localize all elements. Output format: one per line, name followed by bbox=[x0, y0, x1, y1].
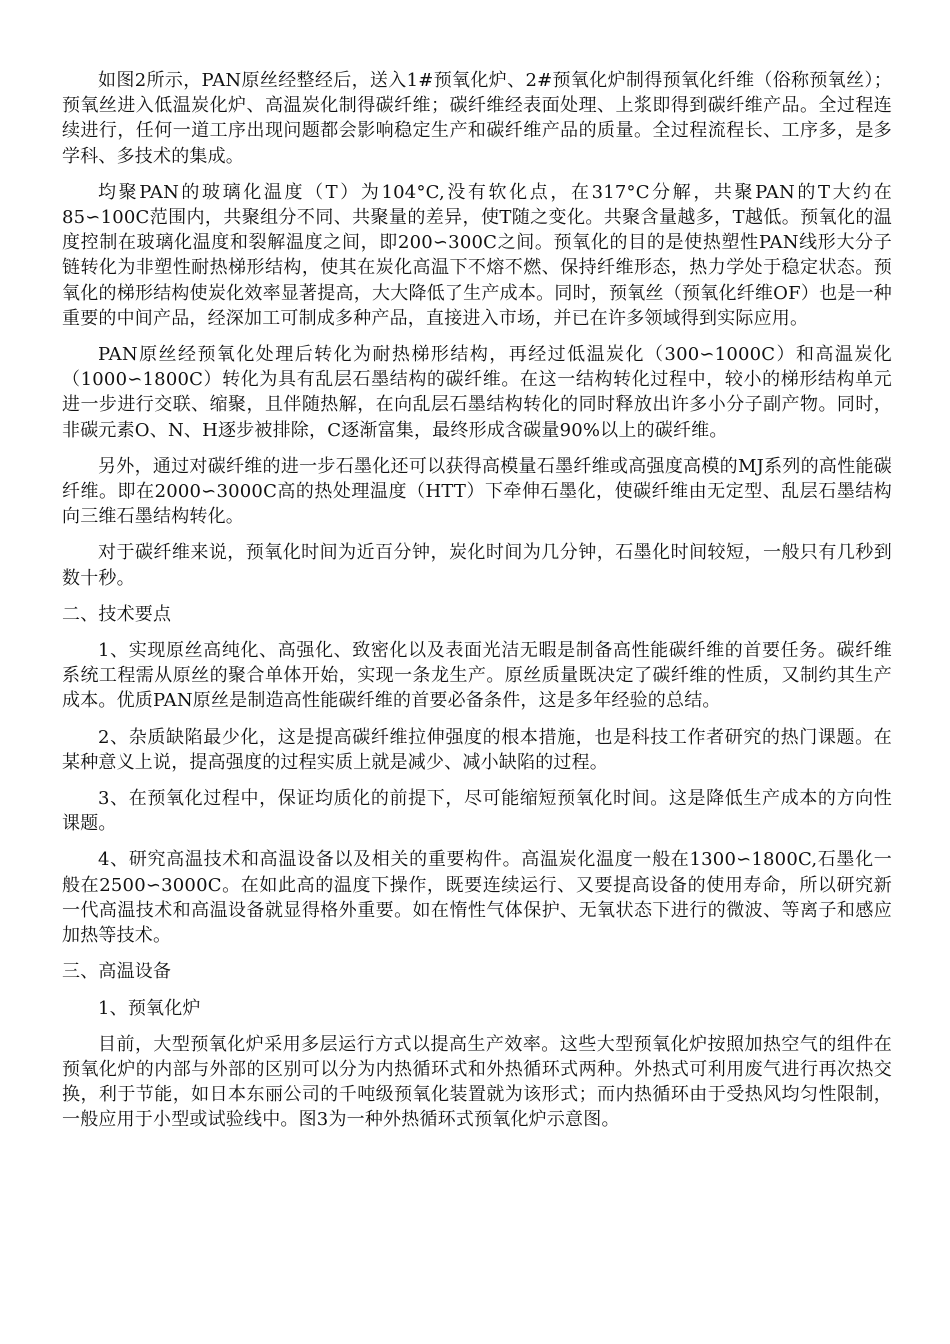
technical-point-3: 3、在预氧化过程中，保证均质化的前提下，尽可能缩短预氧化时间。这是降低生产成本的方向性课题。 bbox=[62, 788, 892, 835]
paragraph-process-times: 对于碳纤维来说，预氧化时间为近百分钟，炭化时间为几分钟，石墨化时间较短，一般只有几秒到数十秒。 bbox=[62, 542, 892, 589]
paragraph-process-overview: 如图2所示，PAN原丝经整经后，送入1#预氧化炉、2#预氧化炉制得预氧化纤维（俗称预氧丝）；预氧丝进入低温炭化炉、高温炭化制得碳纤维；碳纤维经表面处理、上浆即得到碳纤维产品。全过程连续进行，任何一道工序出现问题都会影响稳定生产和碳纤维产品的质量。全过程流程长、工序多，是多学科、多技术的集成。 bbox=[62, 70, 892, 167]
paragraph-carbonization: PAN原丝经预氧化处理后转化为耐热梯形结构，再经过低温炭化（300∽1000C）和高温炭化（1000∽1800C）转化为具有乱层石墨结构的碳纤维。在这一结构转化过程中，较小的梯形结构单元进一步进行交联、缩聚，且伴随热解，在向乱层石墨结构转化的同时释放出许多小分子副产物。同时，非碳元素O、N、H逐步被排除，C逐渐富集，最终形成含碳量90%以上的碳纤维。 bbox=[62, 344, 892, 441]
technical-point-2: 2、杂质缺陷最少化，这是提高碳纤维拉伸强度的根本措施，也是科技工作者研究的热门课题。在某种意义上说，提高强度的过程实质上就是减少、减小缺陷的过程。 bbox=[62, 726, 892, 773]
technical-point-4: 4、研究高温技术和高温设备以及相关的重要构件。高温炭化温度一般在1300∽1800C,石墨化一般在2500∽3000C。在如此高的温度下操作，既要连续运行、又要提高设备的使用寿命，所以研究新一代高温技术和高温设备就显得格外重要。如在惰性气体保护、无氧状态下进行的微波、等离子和感应加热等技术。 bbox=[62, 849, 892, 947]
section-heading-high-temp-equipment: 三、高温设备 bbox=[62, 961, 172, 983]
section-heading-technical-points: 二、技术要点 bbox=[62, 603, 172, 625]
paragraph-glass-transition: 均聚PAN的玻璃化温度（T）为104°C,没有软化点，在317°C分解，共聚PAN的T大约在85∽100C范围内，共聚组分不同、共聚量的差异，使T随之变化。共聚含量越多，T越低。预氧化的温度控制在玻璃化温度和裂解温度之间，即200∽300C之间。预氧化的目的是使热塑性PAN线形大分子链转化为非塑性耐热梯形结构，使其在炭化高温下不熔不燃、保持纤维形态，热力学处于稳定状态。预氧化的梯形结构使炭化效率显著提高，大大降低了生产成本。同时，预氧丝（预氧化纤维OF）也是一种重要的中间产品，经深加工可制成多种产品，直接进入市场，并已在许多领域得到实际应用。 bbox=[62, 181, 892, 329]
document-page bbox=[62, 68, 892, 1144]
subsection-heading-pre-oxidation-furnace: 1、预氧化炉 bbox=[98, 997, 201, 1019]
paragraph-graphitization: 另外，通过对碳纤维的进一步石墨化还可以获得高模量石墨纤维或高强度高模的MJ系列的高性能碳纤维。即在2000∽3000C高的热处理温度（HTT）下牵伸石墨化，使碳纤维由无定型、乱层石墨结构向三维石墨结构转化。 bbox=[62, 455, 892, 528]
paragraph-pre-oxidation-furnace: 目前，大型预氧化炉采用多层运行方式以提高生产效率。这些大型预氧化炉按照加热空气的组件在预氧化炉的内部与外部的区别可以分为内热循环式和外热循环式两种。外热式可利用废气进行再次热交换，利于节能，如日本东丽公司的千吨级预氧化装置就为该形式；而内热循环由于受热风均匀性限制，一般应用于小型或试验线中。图3为一种外热循环式预氧化炉示意图。 bbox=[62, 1033, 892, 1131]
technical-point-1: 1、实现原丝高纯化、高强化、致密化以及表面光洁无暇是制备高性能碳纤维的首要任务。碳纤维系统工程需从原丝的聚合单体开始，实现一条龙生产。原丝质量既决定了碳纤维的性质，又制约其生产成本。优质PAN原丝是制造高性能碳纤维的首要必备条件，这是多年经验的总结。 bbox=[62, 640, 892, 712]
